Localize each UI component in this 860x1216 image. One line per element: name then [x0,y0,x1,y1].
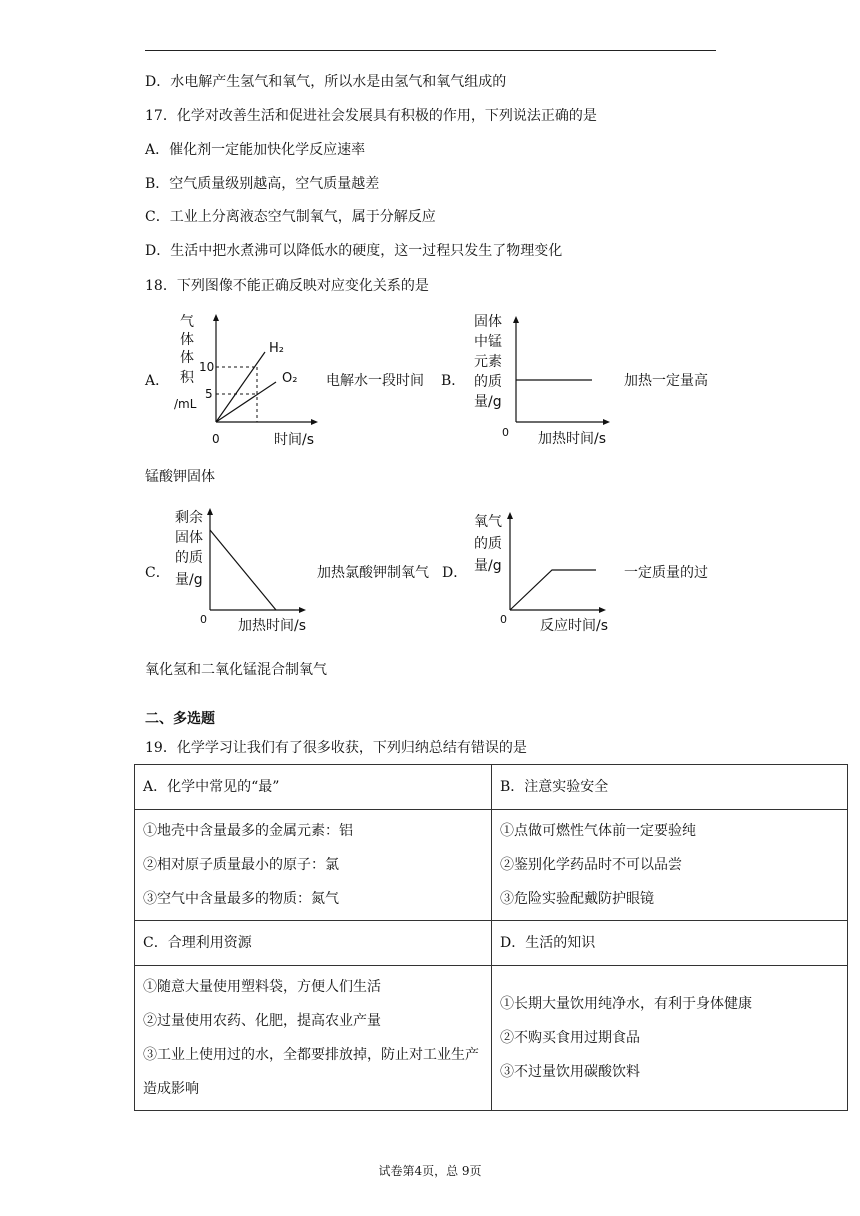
header-rule [145,50,716,51]
graph-b-ylabel-1: 固体 [474,314,502,330]
graph-c-ylabel-1: 剩余 [175,510,203,526]
graph-b-ylabel-5: 量/g [474,394,502,410]
table-c-item-3: ③工业上使用过的水，全都要排放掉，防止对工业生产造成影响 [143,1047,479,1097]
graph-a-ylabel-2: 体 [180,332,194,348]
q18-label-c: C． [145,565,170,581]
graph-d-y-arrow [507,512,513,519]
graph-c-y-arrow [207,508,213,515]
graph-d-xlabel: 反应时间/s [540,618,609,634]
q18-desc-a: 电解水一段时间 [326,373,424,389]
q16-option-d: D．水电解产生氢气和氧气，所以水是由氢气和氧气组成的 [145,74,507,90]
graph-d-ylabel-1: 氧气 [474,514,502,530]
question-18: 18．下列图像不能正确反映对应变化关系的是 [145,278,429,294]
graph-a-ylabel-3: 体 [180,350,194,366]
graph-a-ylabel-5: /mL [174,397,197,411]
q18-label-b: B． [441,373,466,389]
table-d-item-3: ③不过量饮用碳酸饮料 [500,1064,640,1080]
graph-b-origin: 0 [502,426,509,439]
graph-a-ylabel-1: 气 [180,314,194,330]
section-title: 二、多选题 [145,711,215,727]
table-c-item-1: ①随意大量使用塑料袋，方便人们生活 [143,979,381,995]
graph-d [468,508,618,638]
table-c-head: C．合理利用资源 [135,921,492,966]
graph-b-ylabel-3: 元素 [474,354,502,370]
summary-table [134,764,848,1111]
q18-desc-d: 一定质量的过 [624,565,708,581]
graph-a-tick-10: 10 [199,360,215,374]
table-c-item-2: ②过量使用农药、化肥，提高农业产量 [143,1013,381,1029]
graph-b-y-arrow [513,316,519,323]
q17-option-c: C．工业上分离液态空气制氧气，属于分解反应 [145,209,436,225]
graph-a [172,310,322,450]
graph-c-origin: 0 [200,613,207,626]
table-b-item-1: ①点做可燃性气体前一定要验纯 [500,823,696,839]
page-footer: 试卷第4页，总 9页 [378,1164,482,1178]
table-a-item-1: ①地壳中含量最多的金属元素：铝 [143,823,353,839]
q17-option-d: D．生活中把水煮沸可以降低水的硬度，这一过程只发生了物理变化 [145,243,563,259]
graph-a-ylabel-4: 积 [180,370,194,386]
table-a-item-3: ③空气中含量最多的物质：氮气 [143,891,339,907]
table-b-head: B．注意实验安全 [492,765,848,810]
table-d-items [492,966,848,1111]
graph-a-origin: 0 [212,432,220,446]
table-a-items [135,810,492,921]
graph-b-ylabel-2: 中锰 [474,334,502,350]
graph-b [468,310,618,450]
graph-c [170,506,320,636]
graph-a-xlabel: 时间/s [274,432,315,448]
question-19: 19．化学学习让我们有了很多收获，下列归纳总结有错误的是 [145,740,527,756]
table-a-item-2: ②相对原子质量最小的原子：氯 [143,857,339,873]
graph-a-tick-5: 5 [205,387,213,401]
graph-c-ylabel-2: 固体 [175,530,203,546]
graph-c-x-arrow [299,607,306,613]
graph-b-ylabel-4: 的质 [474,374,502,390]
graph-a-h2-line [216,352,265,422]
q18-label-d: D． [442,565,468,581]
graph-a-o2-label: O₂ [282,371,298,386]
table-d-item-1: ①长期大量饮用纯净水，有利于身体健康 [500,996,752,1012]
graph-b-xlabel: 加热时间/s [538,431,607,447]
q18-desc-c: 加热氯酸钾制氧气 [317,565,429,581]
graph-c-data-line [210,530,276,610]
q18-option-d-continued: 氧化氢和二氧化锰混合制氧气 [145,662,327,678]
q18-label-a: A． [145,373,170,389]
table-b-item-2: ②鉴别化学药品时不可以品尝 [500,857,682,873]
question-17: 17．化学对改善生活和促进社会发展具有积极的作用，下列说法正确的是 [145,108,597,124]
graph-a-o2-line [216,382,276,422]
table-d-item-2: ②不购买食用过期食品 [500,1030,640,1046]
q17-option-b: B．空气质量级别越高，空气质量越差 [145,176,380,192]
graph-d-ylabel-3: 量/g [474,558,502,574]
graph-c-xlabel: 加热时间/s [238,618,307,634]
graph-a-h2-label: H₂ [269,341,284,356]
table-b-items [492,810,848,921]
table-a-head: A．化学中常见的“最” [135,765,492,810]
graph-b-x-arrow [603,419,610,425]
q18-desc-b: 加热一定量高 [624,373,708,389]
graph-c-ylabel-3: 的质 [175,550,203,566]
q18-option-b-continued: 锰酸钾固体 [145,469,215,485]
graph-c-ylabel-4: 量/g [175,572,203,588]
graph-a-y-arrow [213,314,219,321]
table-b-item-3: ③危险实验配戴防护眼镜 [500,891,654,907]
graph-d-ylabel-2: 的质 [474,536,502,552]
table-d-head: D．生活的知识 [492,921,848,966]
graph-d-x-arrow [599,607,606,613]
q17-option-a: A．催化剂一定能加快化学反应速率 [145,142,366,158]
graph-d-data-line [510,570,596,610]
table-c-items [135,966,492,1111]
graph-a-x-arrow [311,419,318,425]
graph-d-origin: 0 [500,613,507,626]
